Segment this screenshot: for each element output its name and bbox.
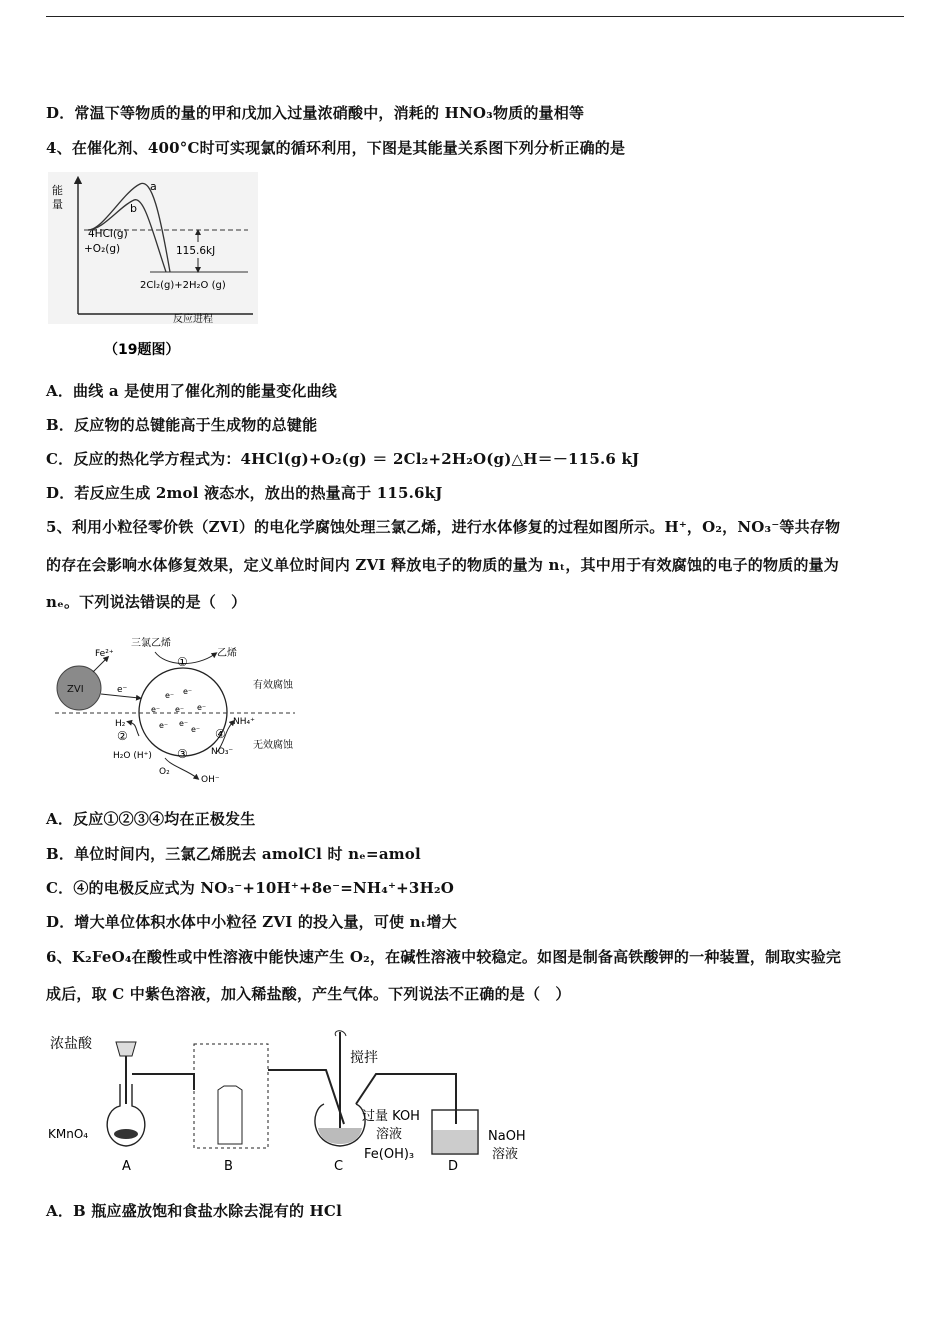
q5-stem-line-2: 的存在会影响水体修复效果，定义单位时间内 ZVI 释放电子的物质的量为 nₜ，其中用于有效腐蚀的电子的物质的量为: [46, 556, 839, 574]
naoh-label-1: NaOH: [488, 1129, 526, 1144]
bottle-b: [218, 1086, 242, 1144]
q5-option-c: C．④的电极反应式为 NO₃⁻+10H⁺+8e⁻=NH₄⁺+3H₂O: [46, 879, 454, 897]
koh-label-2: 溶液: [376, 1127, 403, 1142]
electron-7: e⁻: [179, 719, 189, 728]
beaker-d-solution: [433, 1130, 477, 1153]
reactant-label-2: +O₂(g): [84, 243, 121, 255]
h2-label: H₂: [115, 719, 126, 729]
q4-option-c: C．反应的热化学方程式为：4HCl(g)+O₂(g) ＝ 2Cl₂+2H₂O(g)△H＝－115.6 kJ: [46, 450, 640, 468]
zvi-label: ZVI: [67, 684, 84, 695]
dropping-funnel: [116, 1042, 136, 1056]
q5-option-b: B．单位时间内，三氯乙烯脱去 amolCl 时 nₑ=amol: [46, 845, 421, 863]
flask-a-reagent: [114, 1129, 138, 1139]
label-a: A: [122, 1159, 131, 1174]
q5-option-d: D．增大单位体积水体中小粒径 ZVI 的投入量，可使 nₜ增大: [46, 913, 457, 931]
electron-4: e⁻: [175, 705, 185, 714]
conc-hcl-label: 浓盐酸: [50, 1036, 92, 1052]
energy-diagram: [48, 172, 263, 362]
electron-label: e⁻: [117, 685, 128, 695]
delta-h-label: 115.6kJ: [176, 245, 216, 257]
electron-6: e⁻: [159, 721, 169, 730]
step-2: ②: [117, 729, 128, 743]
q6-option-a: A．B 瓶应盛放饱和食盐水除去混有的 HCl: [46, 1202, 342, 1220]
q3-option-d: D．常温下等物质的量的甲和戊加入过量浓硝酸中，消耗的 HNO₃物质的量相等: [46, 104, 585, 122]
naoh-label-2: 溶液: [492, 1147, 519, 1162]
no3-label: NO₃⁻: [211, 747, 234, 757]
feoh3-label: Fe(OH)₃: [364, 1147, 415, 1162]
zvi-diagram: [55, 632, 335, 784]
electron-5: e⁻: [197, 703, 207, 712]
apparatus-diagram: [46, 1024, 546, 1180]
q5-option-a: A．反应①②③④均在正极发生: [46, 810, 256, 828]
kmno4-label: KMnO₄: [48, 1127, 89, 1141]
curve-b-label: b: [130, 202, 137, 215]
effective-label: 有效腐蚀: [253, 680, 293, 691]
tube-a-b: [132, 1074, 194, 1090]
stir-label: 搅拌: [350, 1050, 378, 1066]
q4-stem: 4、在催化剂、400°C时可实现氯的循环利用，下图是其能量关系图下列分析正确的是: [46, 139, 626, 157]
label-c: C: [334, 1159, 344, 1174]
y-axis-label-2: 量: [52, 198, 63, 211]
q5-stem-line-3: nₑ。下列说法错误的是（ ）: [46, 593, 247, 611]
q5-stem-line-1: 5、利用小粒径零价铁（ZVI）的电化学腐蚀处理三氯乙烯，进行水体修复的过程如图所示。H⁺，O₂，NO₃⁻等共存物: [46, 518, 841, 536]
electron-2: e⁻: [183, 687, 193, 696]
fe2-arrow: [93, 658, 107, 672]
electron-1: e⁻: [165, 691, 175, 700]
tce-label: 三氯乙烯: [131, 638, 171, 649]
figure-caption: （19题图）: [104, 342, 180, 358]
nh4-label: NH₄⁺: [233, 717, 255, 727]
reaction-3-arrow: [165, 758, 197, 778]
label-b: B: [224, 1159, 233, 1174]
step-3: ③: [177, 747, 188, 761]
x-axis-label: 反应进程: [173, 314, 213, 325]
q6-stem-line-2: 成后，取 C 中紫色溶液，加入稀盐酸，产生气体。下列说法不正确的是（ ）: [46, 985, 571, 1003]
curve-a-label: a: [150, 180, 157, 193]
reactant-label-1: 4HCl(g): [88, 228, 128, 240]
electron-3: e⁻: [151, 705, 161, 714]
fe2-label: Fe²⁺: [95, 649, 114, 659]
q4-option-d: D．若反应生成 2mol 液态水，放出的热量高于 115.6kJ: [46, 484, 443, 502]
oh-label: OH⁻: [201, 775, 220, 784]
koh-label-1: 过量 KOH: [362, 1109, 420, 1124]
o2-label: O₂: [159, 767, 170, 777]
top-rule: [46, 16, 904, 17]
q4-option-b: B．反应物的总键能高于生成物的总键能: [46, 416, 318, 434]
step-4: ④: [215, 727, 226, 741]
ineffective-label: 无效腐蚀: [253, 740, 293, 751]
ethylene-label: 乙烯: [217, 648, 237, 659]
electron-8: e⁻: [191, 725, 201, 734]
reaction-2-arrow: [129, 722, 139, 736]
q6-stem-line-1: 6、K₂FeO₄在酸性或中性溶液中能快速产生 O₂，在碱性溶液中较稳定。如图是制备高铁酸钾的一种装置，制取实验完: [46, 948, 842, 966]
h2o-label: H₂O (H⁺): [113, 751, 152, 761]
tube-b-c: [268, 1070, 344, 1124]
step-1: ①: [177, 655, 188, 669]
product-label: 2Cl₂(g)+2H₂O (g): [140, 280, 226, 291]
q4-option-a: A．曲线 a 是使用了催化剂的能量变化曲线: [46, 382, 338, 400]
label-d: D: [448, 1159, 459, 1174]
y-axis-label-1: 能: [52, 184, 63, 197]
